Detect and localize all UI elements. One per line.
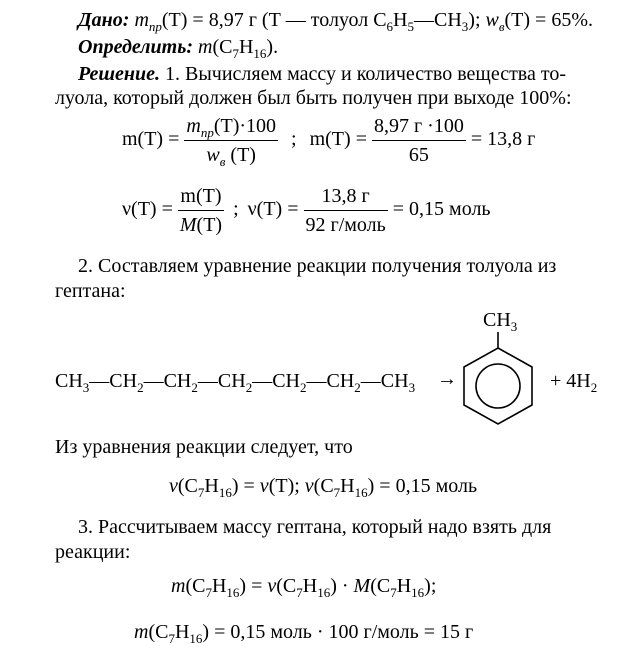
equation-3 [134,620,473,644]
eq1-nu3: ν [304,475,314,497]
eq1-h1: H [204,475,219,497]
f1-fraction-numeric [372,114,466,167]
chain-group-sub: 2 [299,380,307,395]
f1-num-sub: пр [200,125,214,140]
eq2-p3: (C [276,575,297,597]
chain-group-sub: 2 [354,380,361,395]
chain-group-5 [306,370,361,395]
eq2-m: m [171,575,186,597]
eq2-s1: 7 [205,585,212,600]
eq1-s2: 16 [218,485,232,500]
f1-result: = 13,8 г [470,128,536,151]
chain-group-3 [197,370,253,395]
given-c-sub: 6 [386,19,394,34]
ring-hexagon [464,348,532,424]
eq1-s4: 16 [354,485,368,500]
chain-group-sub: 2 [191,380,198,395]
reaction-heptane-chain [55,369,415,393]
reaction-tail-text: + 4H [550,370,591,392]
given-t-arg: (Т) = 8,97 г (Т — толуол C [161,9,387,31]
eq1-p1: (C [177,475,198,497]
eq2-p4: ) · [330,575,354,597]
solution-line-1 [78,62,566,86]
f1-den2: 65 [408,144,429,166]
f1-fraction-bar [184,140,278,141]
f2-den-m: M [179,214,197,236]
chain-group-1 [89,370,144,395]
f2-fraction-bar [178,210,224,211]
chain-group-sub: 2 [137,380,144,395]
given-pr-sub: пр [148,19,162,34]
f1-num2: 8,97 г ·100 [373,115,464,137]
f1-sep: ; [291,128,297,151]
chain-group-sub: 3 [82,380,90,395]
eq2-s6: 16 [411,585,425,600]
f2-lhs2: ν(Т) = [247,198,299,221]
f1-lhs: m(Т) = [122,128,180,151]
given-w-val: (Т) = 65%. [504,9,593,31]
eq1-s1: 7 [197,485,205,500]
given-m-symbol: m [134,9,149,31]
eq2-p6: ); [424,575,437,597]
chain-group-sub: 2 [245,380,253,395]
eq2-h3: H [396,575,412,597]
eq2-h1: H [211,575,227,597]
reaction-arrow: → [437,368,457,390]
determine-line [78,35,278,59]
determine-h-sub: 16 [253,46,267,61]
step2-line2: гептана: [55,280,126,302]
chain-group-text: CH [55,370,83,392]
step3-line1: 3. Рассчитываем массу гептана, который надо взять для [78,516,552,538]
f1-den-w: w [206,144,220,166]
step2-line1: 2. Составляем уравнение реакции получения толуола из [78,255,557,277]
chain-group-text: —CH [197,370,246,392]
eq1-p5: ) = 0,15 моль [367,475,478,497]
given-ch3-sub: 3 [461,19,469,34]
formula-1 [122,114,535,167]
eq1-nu2: ν [259,475,269,497]
given-h-sub: 5 [407,19,414,34]
f1-num-rest: (Т)·100 [213,115,277,137]
determine-m: m [198,36,213,58]
reaction-ch3-top-text: CH [483,309,511,331]
f2-result: = 0,15 моль [392,198,491,221]
given-w-symbol: w [485,9,499,31]
f1-num-m: m [186,115,201,137]
eq1-p4: (C [313,475,334,497]
step1-line1: 1. Вычисляем массу и количество вещества то- [160,63,567,85]
f1-den-sub: в [219,154,226,169]
chain-group-text: —CH [252,370,300,392]
f2-num2: 13,8 г [321,185,370,207]
equation-2 [171,574,436,598]
eq2-M: M [353,575,371,597]
f2-sep: ; [233,198,239,221]
given-ch3-part: —CH [414,9,462,31]
eq2-h2: H [302,575,318,597]
eq2-nu: ν [267,575,277,597]
given-w-sub: в [498,19,505,34]
solution-label: Решение. [78,63,161,85]
eq1-nu1: ν [169,475,178,497]
chain-group-text: —CH [143,370,192,392]
eq2-s3: 7 [296,585,303,600]
f1-lhs2: m(Т) = [309,128,367,151]
eq3-p2: ) = 0,15 моль · 100 г/моль = 15 г [202,621,474,643]
chain-group-2 [143,370,198,395]
chain-group-text: —CH [306,370,355,392]
reaction-product-tail [550,369,597,393]
formula-2 [122,184,491,237]
eq2-p2: ) = [239,575,268,597]
f2-den-rest: (Т) [196,214,223,236]
eq3-p1: (C [148,621,169,643]
eq1-s3: 7 [333,485,341,500]
f1-fraction-general [184,114,278,167]
eq1-p3: (Т); [268,475,305,497]
chain-group-sub: 3 [408,380,416,395]
benzene-ring [453,326,543,436]
f2-fraction-bar-2 [304,210,388,211]
chain-group-4 [252,370,307,395]
f1-den-rest: (Т) [225,144,256,166]
eq1-p2: ) = [231,475,260,497]
chain-group-text: —CH [360,370,409,392]
eq3-s2: 16 [189,631,203,646]
ring-aromatic-circle [476,364,520,408]
f2-num: m(Т) [180,185,222,207]
f2-fraction-general [178,184,224,237]
determine-close: ). [266,36,279,58]
given-line [78,8,593,32]
eq2-s4: 16 [317,585,331,600]
given-after: ); [468,9,486,31]
determine-c-sub: 7 [232,46,239,61]
given-h-part: H [393,9,408,31]
determine-open: (C [212,36,233,58]
eq2-p1: (C [185,575,206,597]
reaction-ch3-top-sub: 3 [510,319,518,334]
step1-line2: луола, который должен был быть получен при выходе 100%: [55,87,572,109]
step3-line2: реакции: [55,541,131,563]
f1-fraction-bar-2 [372,140,466,141]
eq2-p5: (C [370,575,391,597]
eq3-m: m [134,621,149,643]
eq2-s5: 7 [390,585,397,600]
determine-label: Определить: [78,36,193,58]
f2-den2: 92 г/моль [305,214,386,236]
chain-group-0 [55,370,90,395]
determine-h: H [238,36,254,58]
eq3-h1: H [174,621,190,643]
f2-fraction-numeric [304,184,388,237]
f2-lhs: ν(Т) = [122,198,173,221]
eq2-s2: 16 [226,585,240,600]
chain-group-text: —CH [89,370,138,392]
equation-1 [169,474,477,498]
given-label: Дано: [78,9,130,31]
eq3-s1: 7 [168,631,175,646]
chain-group-6 [360,370,416,395]
consequence-line: Из уравнения реакции следует, что [55,436,353,458]
reaction-tail-sub: 2 [590,380,598,395]
eq1-h2: H [340,475,355,497]
